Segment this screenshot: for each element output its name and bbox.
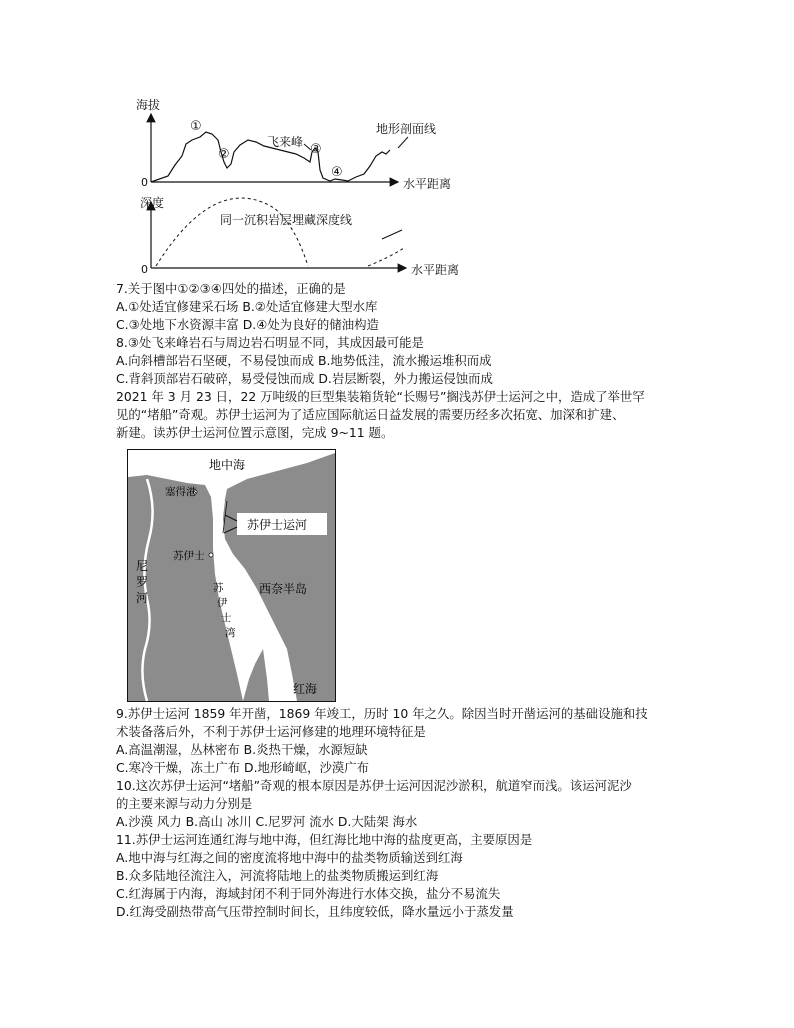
question-9-options-cd: C.寒冷干燥，冻土广布 D.地形崎岖，沙漠广布	[116, 760, 370, 775]
depth-curve-left	[156, 198, 308, 266]
question-11-option-b: B.众多陆地径流注入，河流将陆地上的盐类物质搬运到红海	[116, 868, 439, 883]
marker-1: ①	[190, 119, 202, 134]
questions-block-a	[116, 280, 716, 442]
feilai-peak-label: 飞来峰	[267, 135, 304, 149]
depth-curve-label: 同一沉积岩层埋藏深度线	[220, 213, 353, 227]
suez-canal-map	[127, 449, 336, 702]
marker-3: ③	[310, 142, 322, 157]
nile-label-3: 河	[136, 591, 149, 605]
question-10-line-1: 10.这次苏伊士运河“堵船”奇观的根本原因是苏伊士运河因泥沙淤积，航道窄而浅。该运河泥沙	[116, 778, 632, 793]
profile-pointer	[398, 137, 408, 148]
bottom-x-label: 水平距离	[411, 263, 460, 277]
terrain-figure	[120, 90, 480, 280]
gulf-label-2: 伊	[217, 597, 228, 609]
passage-line-1: 2021 年 3 月 23 日，22 万吨级的巨型集装箱货轮“长赐号”搁浅苏伊士运河之中，造成了举世罕	[116, 389, 645, 404]
question-9-line-2: 术装备落后外，不利于苏伊士运河修建的地理环境特征是	[116, 724, 426, 739]
question-9-options-ab: A.高温潮湿，丛林密布 B.炎热干燥，水源短缺	[116, 742, 368, 757]
mediterranean-label: 地中海	[209, 458, 246, 472]
top-y-label: 海拔	[136, 98, 161, 112]
sinai-label: 西奈半岛	[259, 582, 308, 596]
marker-4: ④	[331, 165, 343, 180]
question-11-option-d: D.红海受副热带高气压带控制时间长，且纬度较低，降水量远小于蒸发量	[116, 904, 514, 919]
question-11-option-c: C.红海属于内海，海域封闭不利于同外海进行水体交换，盐分不易流失	[116, 886, 501, 901]
suez-dot	[209, 553, 213, 557]
red-sea-label: 红海	[293, 682, 318, 696]
nile-label-2: 罗	[136, 575, 149, 589]
question-7-options-cd: C.③处地下水资源丰富 D.④处为良好的储油构造	[116, 317, 379, 332]
passage-line-2: 见的“堵船”奇观。苏伊士运河为了适应国际航运日益发展的需要历经多次拓宽、加深和扩建、	[116, 407, 625, 422]
nile-label-1: 尼	[136, 559, 149, 573]
question-11-option-a: A.地中海与红海之间的密度流将地中海中的盐类物质输送到红海	[116, 850, 463, 865]
port-said-label: 塞得港	[165, 486, 197, 498]
depth-curve-right	[368, 248, 404, 266]
passage-line-3: 新建。读苏伊士运河位置示意图，完成 9~11 题。	[116, 425, 394, 440]
question-10-line-2: 的主要来源与动力分别是	[116, 796, 253, 811]
question-10-options: A.沙漠 风力 B.高山 冰川 C.尼罗河 流水 D.大陆架 海水	[116, 814, 418, 829]
question-7-options-ab: A.①处适宜修建采石场 B.②处适宜修建大型水库	[116, 299, 378, 314]
bottom-y-label: 深度	[140, 196, 165, 210]
questions-block-b	[116, 705, 716, 921]
suez-label: 苏伊士	[173, 550, 205, 562]
marker-2: ②	[218, 147, 230, 162]
question-8-options-cd: C.背斜顶部岩石破碎，易受侵蚀而成 D.岩层断裂，外力搬运侵蚀而成	[116, 371, 493, 386]
gulf-label-1: 苏	[213, 582, 224, 594]
canal-label: 苏伊士运河	[247, 518, 308, 532]
question-7: 7.关于图中①②③④四处的描述，正确的是	[116, 281, 346, 296]
gulf-label-3: 士	[221, 612, 232, 624]
question-11: 11.苏伊士运河连通红海与地中海，但红海比地中海的盐度更高，主要原因是	[116, 832, 533, 847]
gulf-label-4: 湾	[225, 627, 236, 639]
question-8: 8.③处飞来峰岩石与周边岩石明显不同，其成因最可能是	[116, 335, 424, 350]
top-x-label: 水平距离	[403, 177, 452, 191]
top-origin: 0	[141, 176, 148, 189]
depth-pointer	[382, 230, 402, 239]
bottom-origin: 0	[141, 263, 148, 276]
profile-line-label: 地形剖面线	[376, 122, 437, 136]
question-9-line-1: 9.苏伊士运河 1859 年开凿，1869 年竣工，历时 10 年之久。除因当时开凿运河的基础设施和技	[116, 706, 648, 721]
question-8-options-ab: A.向斜槽部岩石坚硬，不易侵蚀而成 B.地势低洼，流水搬运堆积而成	[116, 353, 492, 368]
